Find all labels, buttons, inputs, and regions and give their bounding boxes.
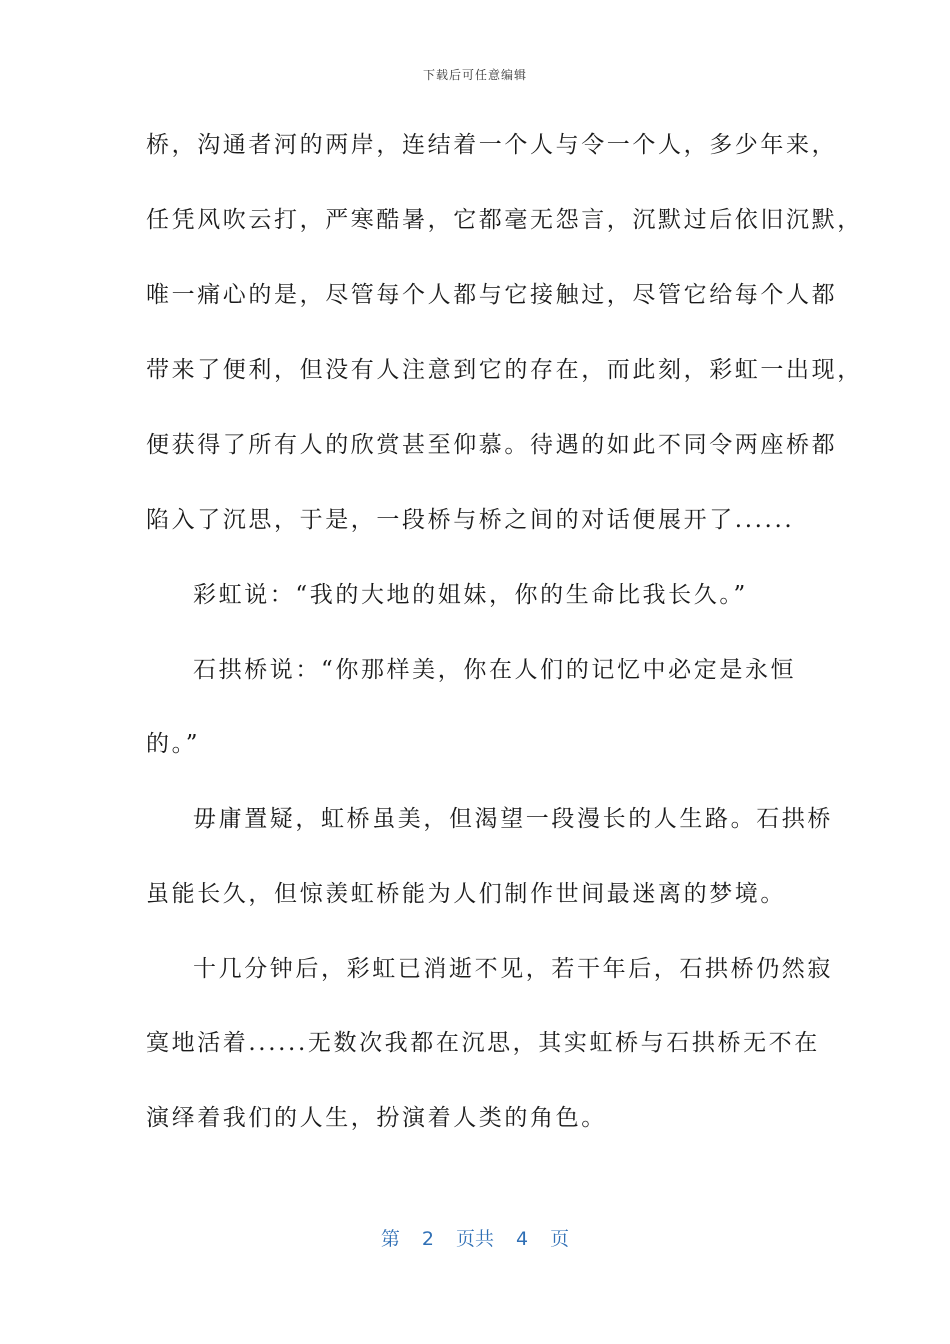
text-line: 便获得了所有人的欣赏甚至仰慕。待遇的如此不同令两座桥都 (146, 432, 838, 458)
text-line: 石拱桥说：“你那样美，你在人们的记忆中必定是永恒 (193, 657, 797, 683)
text-line: 毋庸置疑，虹桥虽美，但渴望一段漫长的人生路。石拱桥 (193, 806, 833, 832)
text-line: 十几分钟后，彩虹已消逝不见，若干年后，石拱桥仍然寂 (193, 956, 833, 982)
page-suffix: 页 (550, 1228, 570, 1250)
current-page-number: 2 (421, 1228, 434, 1250)
page-middle: 页共 (455, 1228, 494, 1250)
text-line: 任凭风吹云打，严寒酷暑，它都毫无怨言，沉默过后依旧沉默， (146, 207, 863, 233)
text-line: 彩虹说：“我的大地的姐妹，你的生命比我长久。” (193, 582, 748, 608)
page-header: 下载后可任意编辑 (422, 68, 527, 82)
text-line: 虽能长久，但惊羡虹桥能为人们制作世间最迷离的梦境。 (146, 881, 786, 907)
page-number (0, 1224, 950, 1251)
text-line: 桥，沟通者河的两岸，连结着一个人与令一个人，多少年来， (146, 132, 838, 158)
text-line: 陷入了沉思，于是，一段桥与桥之间的对话便展开了...... (146, 507, 795, 533)
text-line: 带来了便利，但没有人注意到它的存在，而此刻，彩虹一出现， (146, 357, 863, 383)
total-pages-number: 4 (516, 1228, 529, 1250)
page-prefix: 第 (380, 1228, 400, 1250)
text-line: 演绎着我们的人生，扮演着人类的角色。 (146, 1105, 607, 1131)
text-line: 的。” (146, 731, 201, 757)
text-line: 唯一痛心的是，尽管每个人都与它接触过，尽管它给每个人都 (146, 282, 838, 308)
text-line: 寞地活着......无数次我都在沉思，其实虹桥与石拱桥无不在 (146, 1030, 820, 1056)
